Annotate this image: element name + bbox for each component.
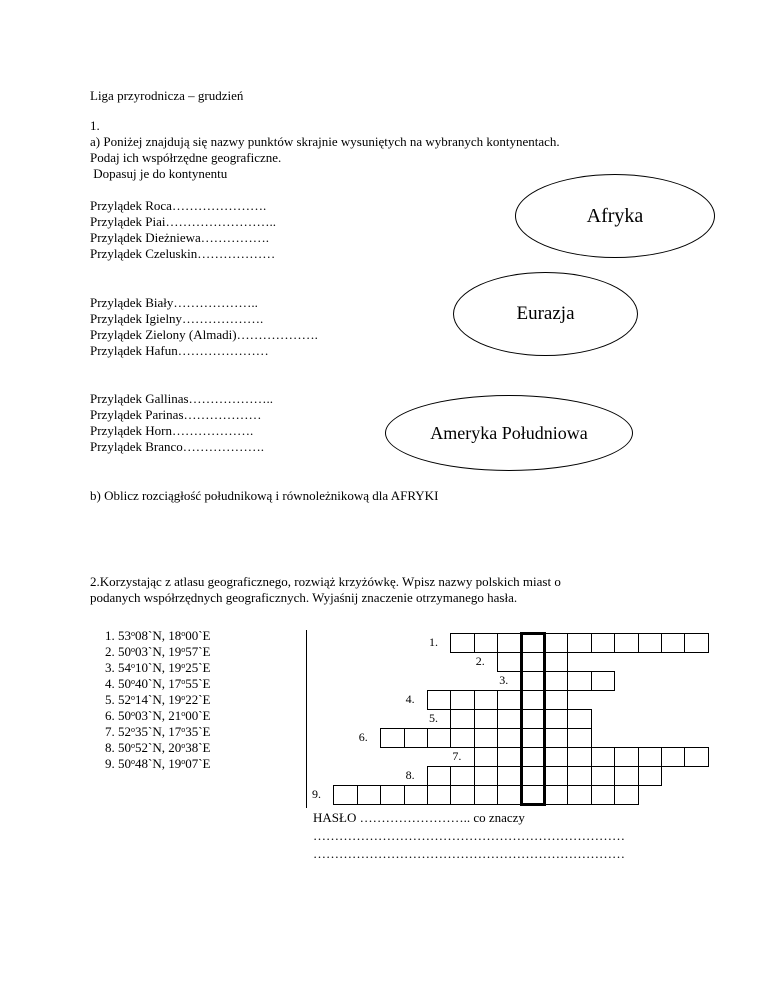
coordinate-number: 5. xyxy=(105,692,115,707)
cape-item: Przylądek Biały……………….. xyxy=(90,295,258,310)
lon-minutes: 22`E xyxy=(185,692,211,707)
coordinate-number: 8. xyxy=(105,740,115,755)
crossword-cell[interactable] xyxy=(614,633,638,653)
crossword-cell[interactable] xyxy=(544,747,568,767)
crossword-cell[interactable] xyxy=(544,766,568,786)
crossword-cell[interactable] xyxy=(450,728,474,748)
coordinate-item xyxy=(105,660,211,676)
crossword-cell[interactable] xyxy=(427,785,451,805)
cape-item: Przylądek Zielony (Almadi)………………. xyxy=(90,327,318,342)
crossword-cell[interactable] xyxy=(544,690,568,710)
crossword-cell[interactable] xyxy=(684,633,708,653)
lat-degrees: 50 xyxy=(118,740,131,755)
lat-minutes: 03`N, xyxy=(135,644,169,659)
cape-item: Przylądek Igielny………………. xyxy=(90,311,264,326)
degree-symbol: o xyxy=(131,677,135,686)
answer-line-1: ……………………………………………………………… xyxy=(313,828,625,843)
crossword-clue-number: 9. xyxy=(312,787,321,801)
coordinate-item xyxy=(105,692,211,708)
crossword-cell[interactable] xyxy=(661,633,685,653)
crossword-key-column xyxy=(520,632,546,806)
continent-eurasia xyxy=(453,272,638,356)
crossword-clue-number: 1. xyxy=(429,635,438,649)
coordinate-item xyxy=(105,628,211,644)
crossword-cell[interactable] xyxy=(638,747,662,767)
crossword-cell[interactable] xyxy=(567,728,591,748)
crossword-cell[interactable] xyxy=(474,709,498,729)
lon-minutes: 38`E xyxy=(185,740,211,755)
crossword-cell[interactable] xyxy=(450,690,474,710)
coordinate-number: 6. xyxy=(105,708,115,723)
crossword-cell[interactable] xyxy=(591,785,615,805)
divider-line xyxy=(306,630,307,808)
crossword-cell[interactable] xyxy=(591,671,615,691)
task2-line1: 2.Korzystając z atlasu geograficznego, rozwiąż krzyżówkę. Wpisz nazwy polskich miast o xyxy=(90,574,561,589)
degree-symbol: o xyxy=(131,757,135,766)
cape-item: Przylądek Piai…………………….. xyxy=(90,214,276,229)
crossword-cell[interactable] xyxy=(497,728,521,748)
crossword-cell[interactable] xyxy=(497,690,521,710)
task1-number: 1. xyxy=(90,118,100,133)
continent-south-america-label: Ameryka Południowa xyxy=(430,422,588,443)
lat-minutes: 40`N, xyxy=(135,676,169,691)
crossword-cell[interactable] xyxy=(544,652,568,672)
crossword-cell[interactable] xyxy=(497,747,521,767)
coordinate-number: 1. xyxy=(105,628,115,643)
crossword-clue-number: 8. xyxy=(405,768,415,782)
degree-symbol: o xyxy=(181,645,186,654)
answer-line-2: ……………………………………………………………… xyxy=(313,846,625,861)
crossword-cell[interactable] xyxy=(497,785,521,805)
degree-symbol: o xyxy=(131,629,135,638)
degree-symbol: o xyxy=(181,629,186,638)
crossword-cell[interactable] xyxy=(427,728,451,748)
crossword-cell[interactable] xyxy=(474,766,498,786)
continent-africa-label: Afryka xyxy=(586,204,644,227)
coordinate-number: 9. xyxy=(105,756,115,771)
degree-symbol: o xyxy=(131,725,135,734)
degree-symbol: o xyxy=(181,725,186,734)
crossword-cell[interactable] xyxy=(380,728,404,748)
task1-a-line1: a) Poniżej znajdują się nazwy punktów skrajnie wysuniętych na wybranych kontynentach. xyxy=(90,134,560,149)
lat-minutes: 10`N, xyxy=(135,660,169,675)
crossword-cell[interactable] xyxy=(474,690,498,710)
lon-degrees: 19 xyxy=(168,692,182,707)
crossword-cell[interactable] xyxy=(614,747,638,767)
degree-symbol: o xyxy=(181,693,186,702)
coordinate-number: 3. xyxy=(105,660,115,675)
crossword-cell[interactable] xyxy=(614,766,638,786)
continent-africa xyxy=(515,174,715,258)
crossword-cell[interactable] xyxy=(567,633,591,653)
crossword-cell[interactable] xyxy=(567,747,591,767)
cape-item: Przylądek Roca…………………. xyxy=(90,198,267,213)
coordinate-item xyxy=(105,724,211,740)
task1-b: b) Oblicz rozciągłość południkową i równoleżnikową dla AFRYKI xyxy=(90,488,439,503)
crossword-cell[interactable] xyxy=(474,728,498,748)
lat-minutes: 08`N, xyxy=(135,628,169,643)
lat-degrees: 53 xyxy=(118,628,131,643)
crossword-cell[interactable] xyxy=(450,633,474,653)
lat-minutes: 03`N, xyxy=(135,708,169,723)
crossword-clue-number: 5. xyxy=(429,711,438,725)
crossword-cell[interactable] xyxy=(474,633,498,653)
crossword-cell[interactable] xyxy=(380,785,404,805)
degree-symbol: o xyxy=(181,677,186,686)
crossword-cell[interactable] xyxy=(638,633,662,653)
lat-minutes: 35`N, xyxy=(135,724,169,739)
degree-symbol: o xyxy=(181,709,186,718)
crossword-clue-number: 3. xyxy=(499,673,509,687)
crossword-cell[interactable] xyxy=(638,766,662,786)
crossword-cell[interactable] xyxy=(591,766,615,786)
lon-minutes: 07`E xyxy=(185,756,211,771)
lon-minutes: 25`E xyxy=(185,660,211,675)
lon-degrees: 19 xyxy=(168,756,182,771)
crossword-cell[interactable] xyxy=(591,633,615,653)
crossword-cell[interactable] xyxy=(450,785,474,805)
crossword-clue-number: 7. xyxy=(452,749,462,763)
crossword-cell[interactable] xyxy=(497,709,521,729)
degree-symbol: o xyxy=(181,757,186,766)
lon-degrees: 19 xyxy=(168,660,182,675)
crossword-cell[interactable] xyxy=(544,633,568,653)
degree-symbol: o xyxy=(181,661,186,670)
lon-degrees: 19 xyxy=(168,644,182,659)
crossword-clue-number: 2. xyxy=(475,654,485,668)
task1-a-line3: Dopasuj je do kontynentu xyxy=(90,166,228,181)
crossword-cell[interactable] xyxy=(614,785,638,805)
lat-degrees: 50 xyxy=(118,676,131,691)
cape-item: Przylądek Czeluskin……………… xyxy=(90,246,276,261)
degree-symbol: o xyxy=(131,645,135,654)
crossword-cell[interactable] xyxy=(567,785,591,805)
crossword-cell[interactable] xyxy=(427,766,451,786)
lon-minutes: 57`E xyxy=(185,644,211,659)
crossword-cell[interactable] xyxy=(591,747,615,767)
cape-item: Przylądek Branco………………. xyxy=(90,439,265,454)
crossword-cell[interactable] xyxy=(497,633,521,653)
cape-item: Przylądek Hafun………………… xyxy=(90,343,269,358)
lat-degrees: 50 xyxy=(118,644,131,659)
crossword-cell[interactable] xyxy=(544,709,568,729)
crossword-cell[interactable] xyxy=(427,690,451,710)
coordinate-item xyxy=(105,756,211,772)
crossword-cell[interactable] xyxy=(497,652,521,672)
coordinate-item xyxy=(105,740,211,756)
task1-a-line2: Podaj ich współrzędne geograficzne. xyxy=(90,150,282,165)
crossword-cell[interactable] xyxy=(450,709,474,729)
crossword-clue-number: 6. xyxy=(358,730,368,744)
crossword-cell[interactable] xyxy=(544,785,568,805)
crossword-cell[interactable] xyxy=(544,671,568,691)
cape-item: Przylądek Horn………………. xyxy=(90,423,254,438)
crossword-cell[interactable] xyxy=(684,747,708,767)
crossword-cell[interactable] xyxy=(567,671,591,691)
crossword-cell[interactable] xyxy=(474,785,498,805)
task2-line2: podanych współrzędnych geograficznych. Wyjaśnij znaczenie otrzymanego hasła. xyxy=(90,590,518,605)
lat-minutes: 48`N, xyxy=(135,756,169,771)
crossword-cell[interactable] xyxy=(404,728,428,748)
coordinate-item xyxy=(105,644,211,660)
lon-minutes: 35`E xyxy=(185,724,211,739)
coordinate-item xyxy=(105,708,211,724)
continent-south-america xyxy=(385,395,633,471)
lon-minutes: 00`E xyxy=(185,628,211,643)
crossword-cell[interactable] xyxy=(333,785,357,805)
coordinate-number: 2. xyxy=(105,644,115,659)
crossword-clue-number: 4. xyxy=(405,692,415,706)
coordinate-number: 7. xyxy=(105,724,115,739)
lat-degrees: 54 xyxy=(118,660,131,675)
crossword-cell[interactable] xyxy=(544,728,568,748)
lat-degrees: 52 xyxy=(118,692,131,707)
crossword-cell[interactable] xyxy=(357,785,381,805)
crossword-cell[interactable] xyxy=(567,766,591,786)
crossword-cell[interactable] xyxy=(450,766,474,786)
cape-item: Przylądek Dieżniewa……………. xyxy=(90,230,270,245)
lon-degrees: 17 xyxy=(168,676,182,691)
continent-eurasia-label: Eurazja xyxy=(516,303,575,324)
crossword-cell[interactable] xyxy=(497,766,521,786)
coordinate-number: 4. xyxy=(105,676,115,691)
cape-item: Przylądek Parinas……………… xyxy=(90,407,262,422)
lon-degrees: 20 xyxy=(168,740,182,755)
degree-symbol: o xyxy=(131,661,135,670)
lon-minutes: 00`E xyxy=(185,708,211,723)
lon-degrees: 18 xyxy=(168,628,182,643)
coordinate-item xyxy=(105,676,211,692)
crossword-cell[interactable] xyxy=(567,709,591,729)
degree-symbol: o xyxy=(131,709,135,718)
cape-item: Przylądek Gallinas……………….. xyxy=(90,391,274,406)
lat-degrees: 50 xyxy=(118,756,131,771)
crossword-cell[interactable] xyxy=(661,747,685,767)
lat-degrees: 50 xyxy=(118,708,131,723)
page-title: Liga przyrodnicza – grudzień xyxy=(90,88,244,103)
degree-symbol: o xyxy=(181,741,186,750)
lat-degrees: 52 xyxy=(118,724,131,739)
degree-symbol: o xyxy=(131,741,135,750)
lon-degrees: 21 xyxy=(168,708,182,723)
degree-symbol: o xyxy=(131,693,135,702)
lat-minutes: 14`N, xyxy=(135,692,169,707)
lat-minutes: 52`N, xyxy=(135,740,169,755)
lon-minutes: 55`E xyxy=(185,676,211,691)
crossword-cell[interactable] xyxy=(474,747,498,767)
haslo-label: HASŁO …………………….. co znaczy xyxy=(313,810,525,825)
crossword-cell[interactable] xyxy=(404,785,428,805)
lon-degrees: 17 xyxy=(168,724,182,739)
